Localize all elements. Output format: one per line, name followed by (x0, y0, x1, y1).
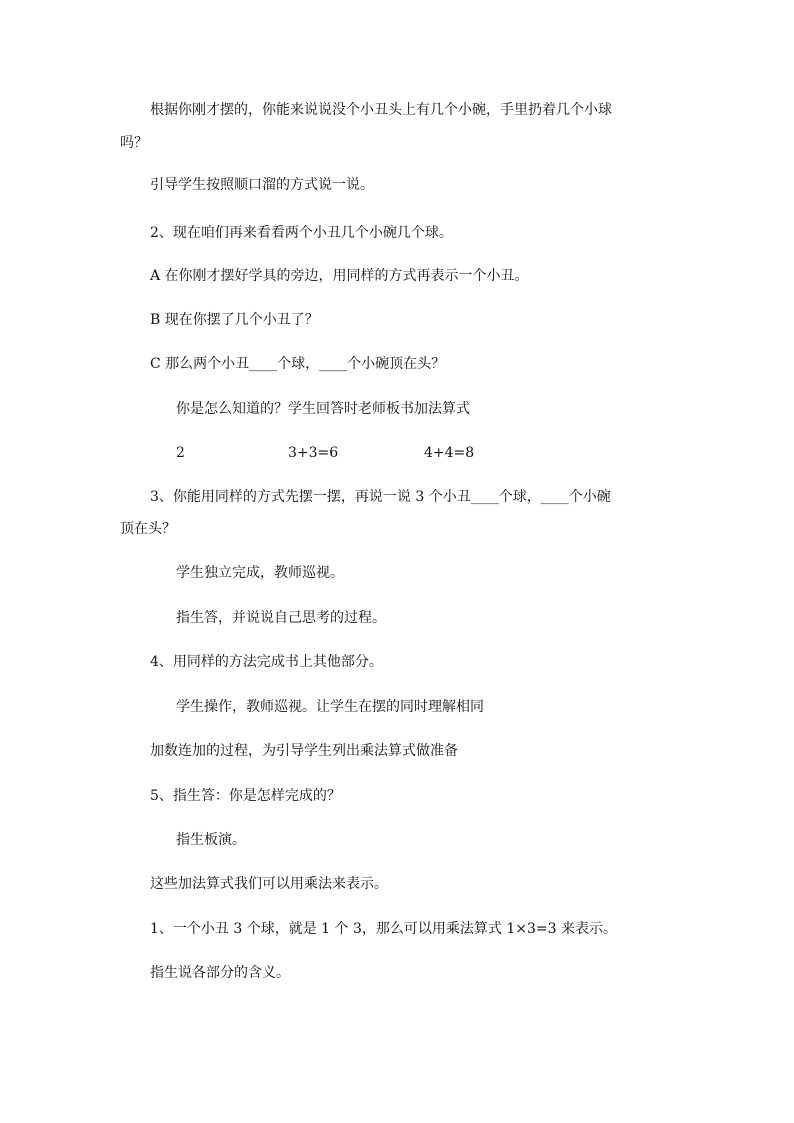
paragraph-line: 学生操作，教师巡视。让学生在摆的同时理解相同 (176, 699, 484, 715)
paragraph-line: C 那么两个小丑____个球，____个小碗顶在头？ (150, 356, 446, 372)
paragraph-line: 2、现在咱们再来看看两个小丑几个小碗几个球。 (150, 225, 453, 241)
equation-item: 2 (176, 445, 185, 461)
paragraph-line: 指生说各部分的含义。 (150, 965, 290, 981)
paragraph-line: 根据你刚才摆的，你能来说说没个小丑头上有几个小碗，手里扔着几个小球 (150, 102, 612, 118)
paragraph-line: 你是怎么知道的？学生回答时老师板书加法算式 (176, 401, 470, 417)
paragraph-line: 4、用同样的方法完成书上其他部分。 (150, 654, 383, 670)
paragraph-line: 吗？ (120, 135, 148, 151)
paragraph-line: 引导学生按照顺口溜的方式说一说。 (150, 177, 374, 193)
paragraph-line: 加数连加的过程，为引导学生列出乘法算式做准备 (150, 743, 458, 759)
paragraph-line: A 在你刚才摆好学具的旁边，用同样的方式再表示一个小丑。 (150, 268, 529, 284)
paragraph-line: 指生板演。 (176, 832, 246, 848)
paragraph-line: 指生答，并说说自己思考的过程。 (176, 610, 386, 626)
paragraph-line: 学生独立完成，教师巡视。 (176, 565, 344, 581)
paragraph-line: 3、你能用同样的方式先摆一摆，再说一说 3 个小丑____个球，____个小碗 (150, 489, 611, 505)
equation-item: 3+3=6 (288, 445, 339, 461)
paragraph-line: 这些加法算式我们可以用乘法来表示。 (150, 876, 388, 892)
paragraph-line: B 现在你摆了几个小丑了？ (150, 312, 319, 328)
paragraph-line: 5、指生答：你是怎样完成的？ (150, 788, 341, 804)
equation-item: 4+4=8 (424, 445, 475, 461)
paragraph-line: 1、一个小丑 3 个球，就是 1 个 3，那么可以用乘法算式 1×3=3 来表示。 (150, 921, 617, 937)
paragraph-line: 顶在头？ (120, 521, 176, 537)
